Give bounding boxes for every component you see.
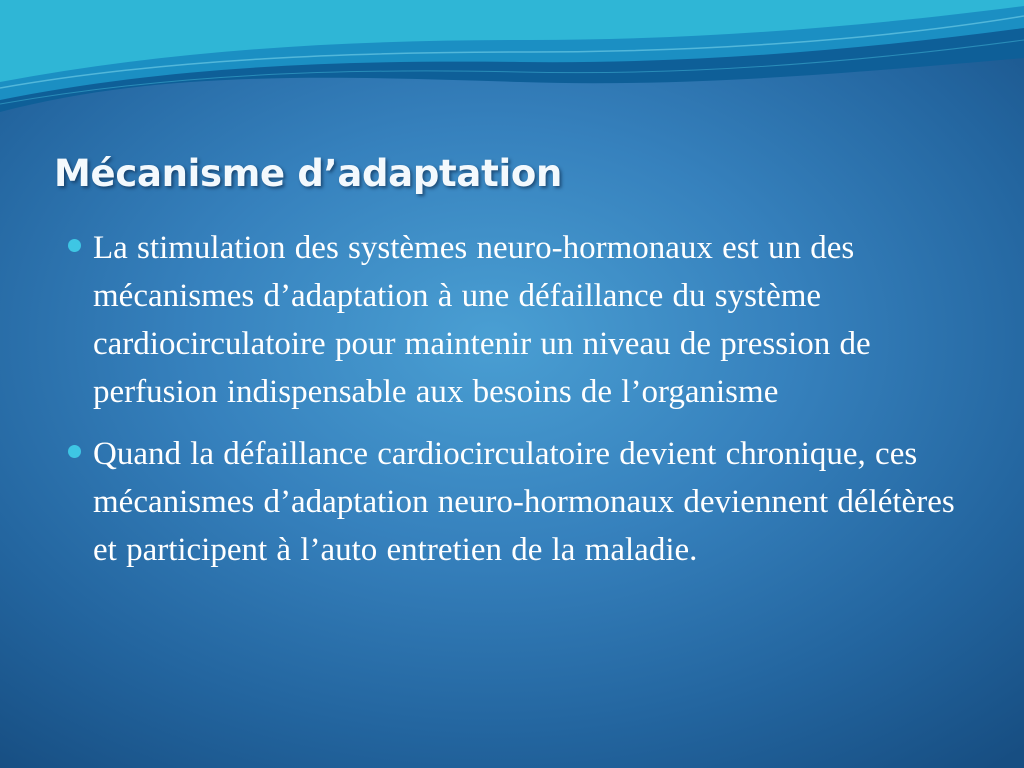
slide-title: Mécanisme d’adaptation (54, 152, 563, 195)
bullet-dot-icon (68, 445, 81, 458)
bullet-dot-icon (68, 239, 81, 252)
bullet-text: Quand la défaillance cardiocirculatoire devient chronique, ces mécanismes d’adaptation neuro-hormonaux deviennent délétères et participent à l’auto entretien de la maladie. (93, 436, 955, 568)
bullet-item (62, 224, 962, 416)
bullet-item (62, 430, 962, 574)
bullet-text: La stimulation des systèmes neuro-hormonaux est un des mécanismes d’adaptation à une défaillance du système cardiocirculatoire pour maintenir un niveau de pression de perfusion indispensable aux besoins de l’organisme (93, 230, 871, 410)
bullet-list (62, 224, 962, 588)
wave-decoration (0, 0, 1024, 125)
